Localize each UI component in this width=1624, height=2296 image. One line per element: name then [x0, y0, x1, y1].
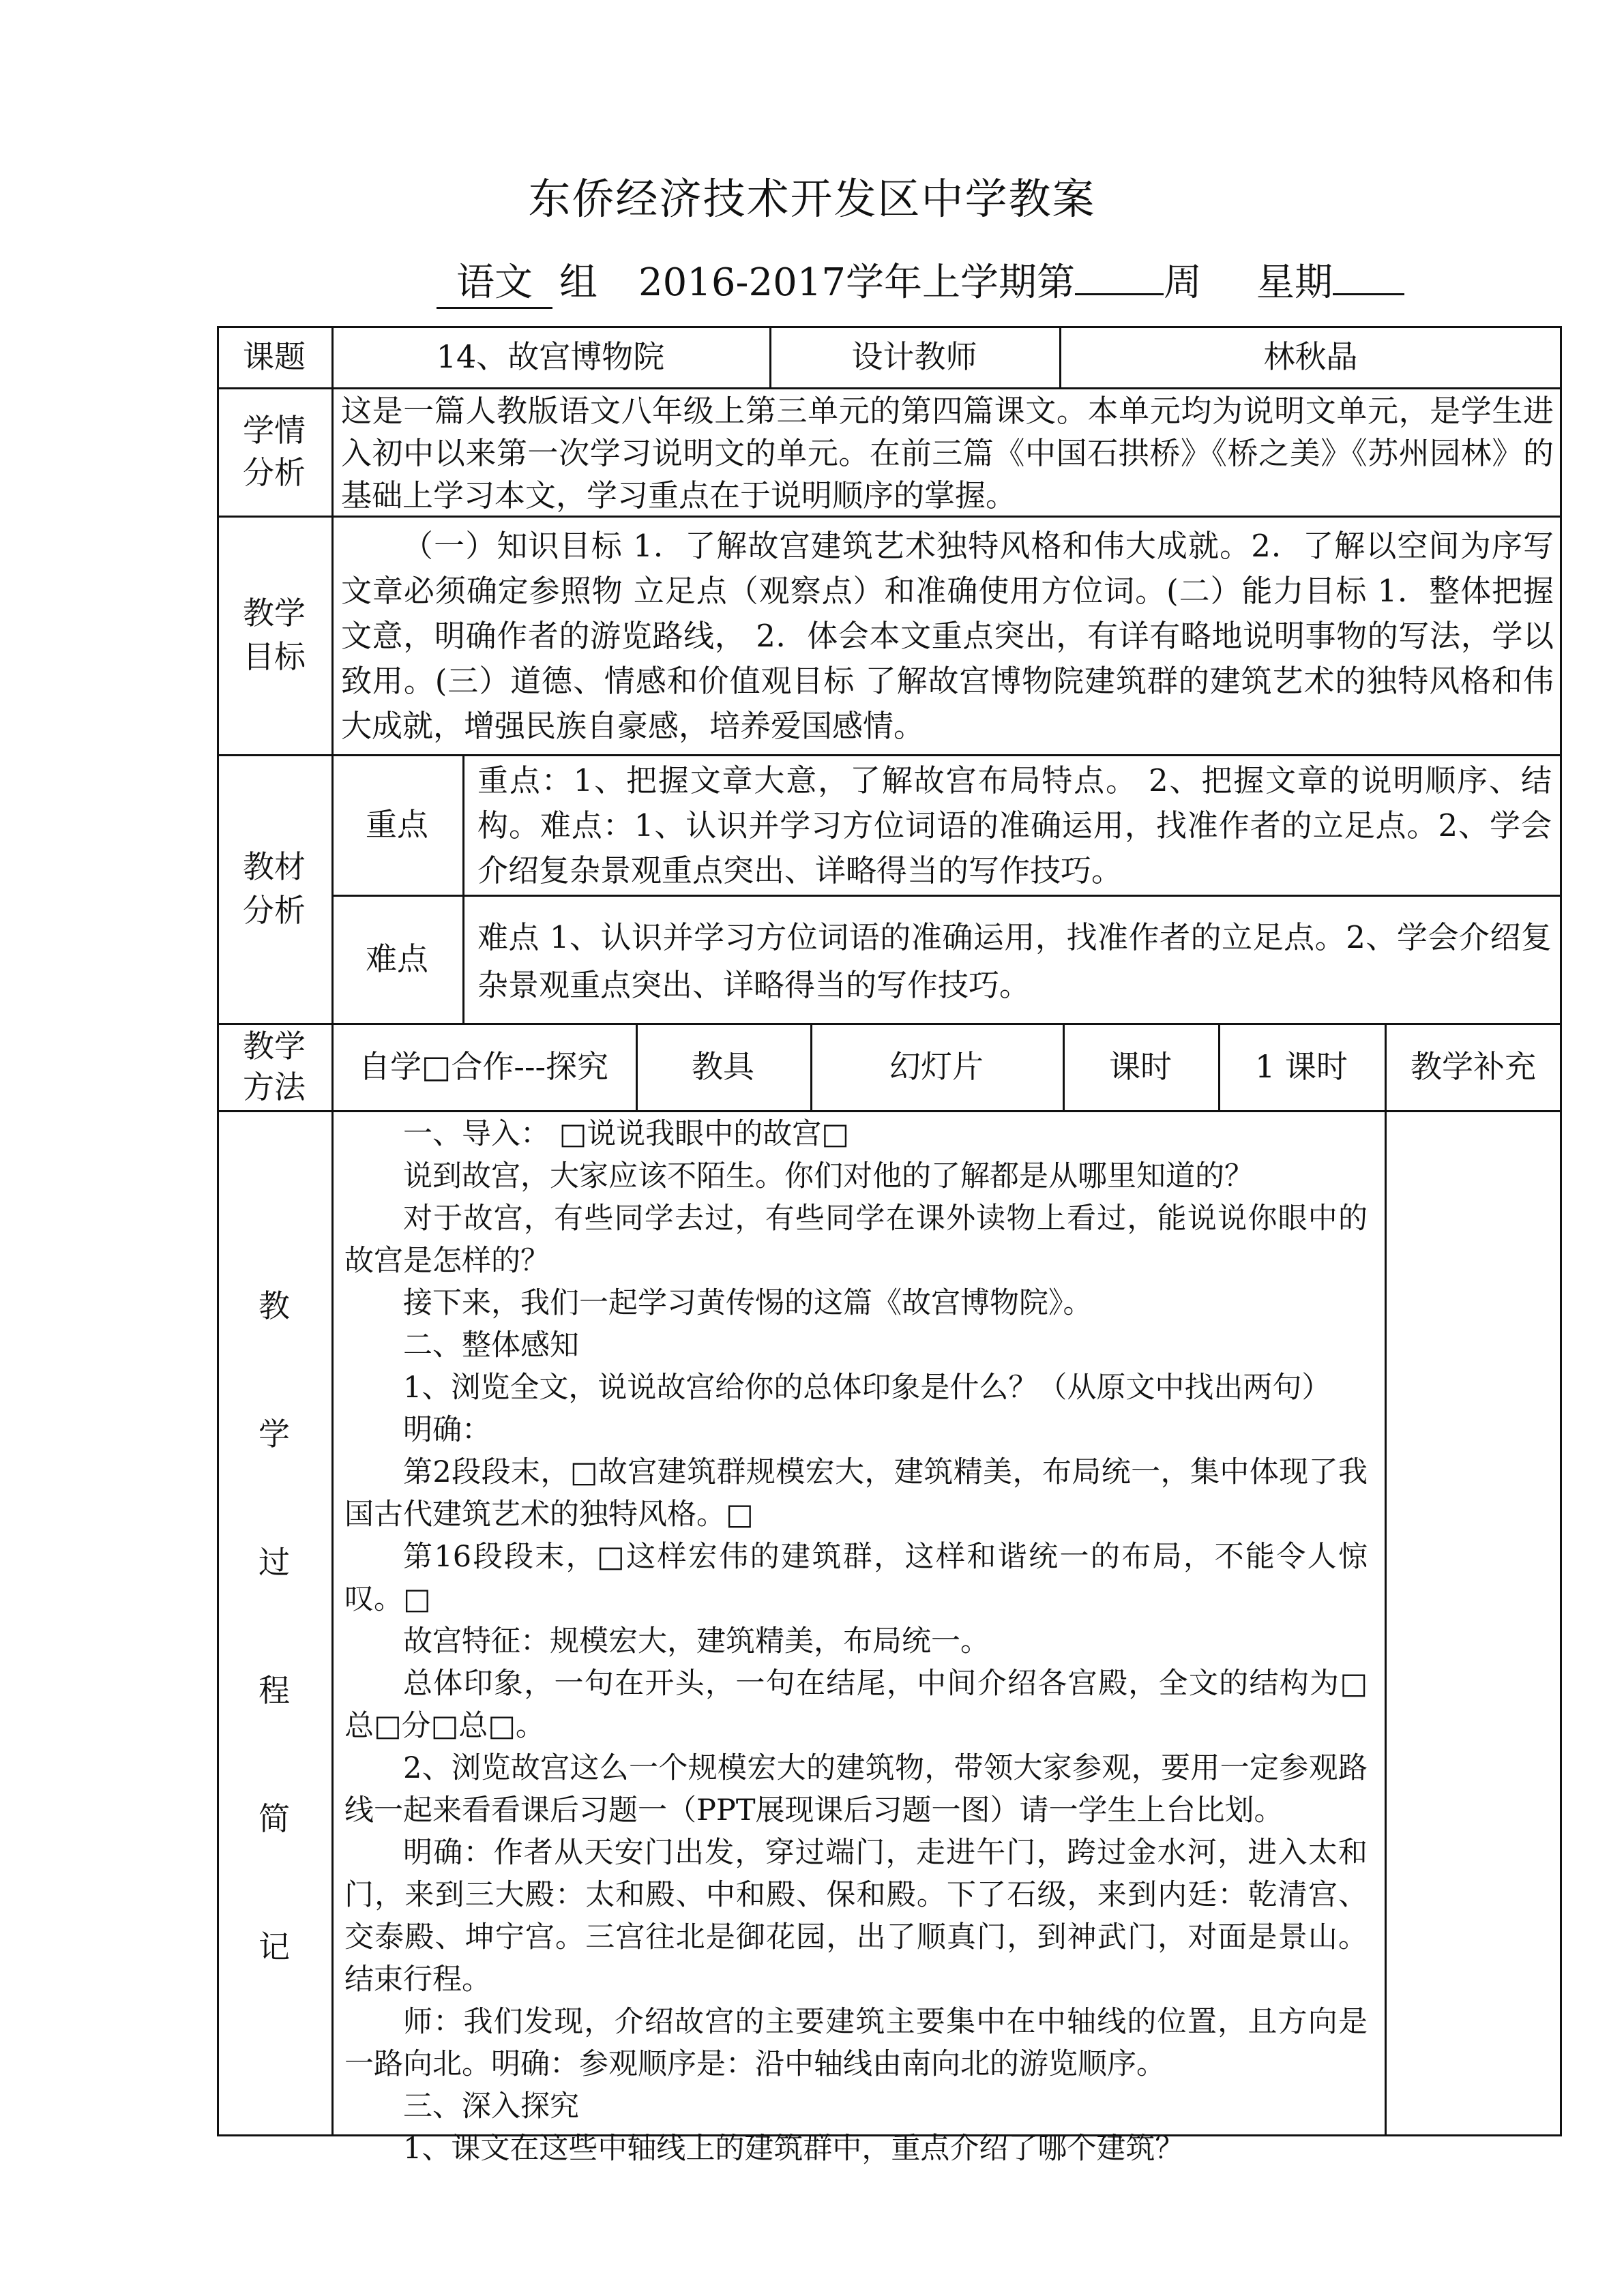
tools-label: 教具	[692, 1048, 754, 1085]
situation-text: 这是一篇人教版语文八年级上第三单元的第四篇课文。本单元均为说明文单元，是学生进入初中以来第一次学习说明文的单元。在前三篇《中国石拱桥》《桥之美》《苏州园林》的基础上学习本文，学习重点在于说明顺序的掌握。	[341, 393, 1554, 513]
process-line: 二、整体感知	[403, 1328, 579, 1362]
difficult-label: 难点	[366, 940, 428, 977]
group-suffix: 组	[559, 260, 597, 305]
process-line: 第16段段末，□这样宏伟的建筑群，这样和谐统一的布局，不能令人惊叹。□	[344, 1540, 1368, 1616]
key-label: 重点	[366, 806, 428, 843]
designer-value: 林秋晶	[1263, 338, 1358, 375]
col-divider	[1385, 1023, 1387, 2136]
row-divider	[331, 895, 1562, 897]
row-divider	[217, 387, 1562, 389]
hours-value: 1 课时	[1255, 1048, 1348, 1085]
process-label-char: 记	[259, 1928, 290, 1965]
process-line: 师：我们发现，介绍故宫的主要建筑主要集中在中轴线的位置，且方向是一路向北。明确：参观顺序是：沿中轴线由南向北的游览顺序。	[344, 2005, 1368, 2081]
goals-label: 教学目标	[243, 595, 306, 675]
process-line: 1、课文在这些中轴线上的建筑群中，重点介绍了哪个建筑？	[403, 2132, 1185, 2166]
process-line: 2、浏览故宫这么一个规模宏大的建筑物，带领大家参观，要用一定参观路线一起来看看课后习题一（PPT展现课后习题一图）请一学生上台比划。	[344, 1751, 1368, 1828]
weekday-blank	[1333, 293, 1404, 295]
subtitle-line	[437, 252, 1404, 309]
process-label	[217, 1282, 331, 2053]
process-label-char: 学	[259, 1416, 290, 1452]
process-line: 第2段段末，□故宫建筑群规模宏大，建筑精美，布局统一，集中体现了我国古代建筑艺术的独特风格。□	[344, 1455, 1368, 1532]
page-title: 东侨经济技术开发区中学教案	[528, 174, 1096, 224]
process-line: 对于故宫，有些同学去过，有些同学在课外读物上看过，能说说你眼中的故宫是怎样的？	[344, 1202, 1368, 1278]
process-label-char: 简	[259, 1800, 290, 1837]
goals-text: （一）知识目标 1．了解故宫建筑艺术独特风格和伟大成就。2．了解以空间为序写文章必须确定参照物 立足点（观察点）和准确使用方位词。(二）能力目标 1．整体把握文意，明确作者的游览路线， 2．体会本文重点突出，有详有略地说明事物的写法，学以致用。(三）道德、情感和价值观目标 了解故宫博物院建筑群的建筑艺术的独特风格和伟大成就，增强民族自豪感，培养爱国感情。	[341, 528, 1554, 744]
process-line: 一、导入： □说说我眼中的故宫□	[403, 1117, 849, 1151]
process-line: 明确：作者从天安门出发，穿过端门，走进午门，跨过金水河，进入太和门，来到三大殿：太和殿、中和殿、保和殿。下了石级，来到内廷：乾清宫、交泰殿、坤宁宫。三宫往北是御花园，出了顺真门，到神武门，对面是景山。结束行程。	[344, 1836, 1368, 1997]
col-divider	[462, 754, 464, 1023]
col-divider	[331, 1110, 334, 2136]
process-line: 1、浏览全文，说说故宫给你的总体印象是什么？（从原文中找出两句）	[403, 1371, 1331, 1405]
method-label: 教学方法	[243, 1028, 306, 1105]
process-content	[344, 1113, 1368, 2166]
group-value: 语文	[437, 252, 552, 309]
process-line: 接下来，我们一起学习黄传惕的这篇《故宫博物院》。	[403, 1286, 1093, 1320]
process-line: 故宫特征：规模宏大，建筑精美，布局统一。	[403, 1624, 990, 1658]
process-line: 明确：	[403, 1413, 491, 1447]
difficult-text: 难点 1、认识并学习方位词语的准确运用，找准作者的立足点。2、学会介绍复杂景观重点突出、详略得当的写作技巧。	[477, 919, 1552, 1003]
week-blank	[1075, 293, 1164, 295]
process-label-char: 程	[259, 1672, 290, 1709]
week-label: 周	[1163, 260, 1202, 305]
situation-label: 学情分析	[243, 412, 306, 491]
weekday-label: 星期	[1256, 260, 1333, 305]
topic-value: 14、故宫博物院	[436, 338, 665, 375]
process-line: 三、深入探究	[403, 2089, 579, 2123]
key-text: 重点：1、把握文章大意，了解故宫布局特点。 2、把握文章的说明顺序、结构。难点：1、认识并学习方位词语的准确运用，找准作者的立足点。2、学会介绍复杂景观重点突出、详略得当的写作技巧。	[477, 762, 1552, 889]
hours-label: 课时	[1109, 1048, 1172, 1085]
designer-label: 设计教师	[851, 338, 977, 375]
row-divider	[217, 1110, 1562, 1112]
process-line: 说到故宫，大家应该不陌生。你们对他的了解都是从哪里知道的？	[403, 1159, 1254, 1193]
topic-label: 课题	[243, 338, 306, 375]
tools-value: 幻灯片	[889, 1048, 984, 1085]
process-label-char: 教	[259, 1287, 290, 1324]
process-line: 总体印象，一句在开头，一句在结尾，中间介绍各宫殿，全文的结构为□总□分□总□。	[344, 1667, 1368, 1743]
process-label-char: 过	[259, 1544, 290, 1581]
method-value: 自学□合作---探究	[358, 1048, 609, 1085]
material-label: 教材分析	[243, 848, 306, 929]
supplement-label: 教学补充	[1411, 1048, 1536, 1085]
year-text: 2016-2017学年上学期第	[638, 260, 1075, 305]
